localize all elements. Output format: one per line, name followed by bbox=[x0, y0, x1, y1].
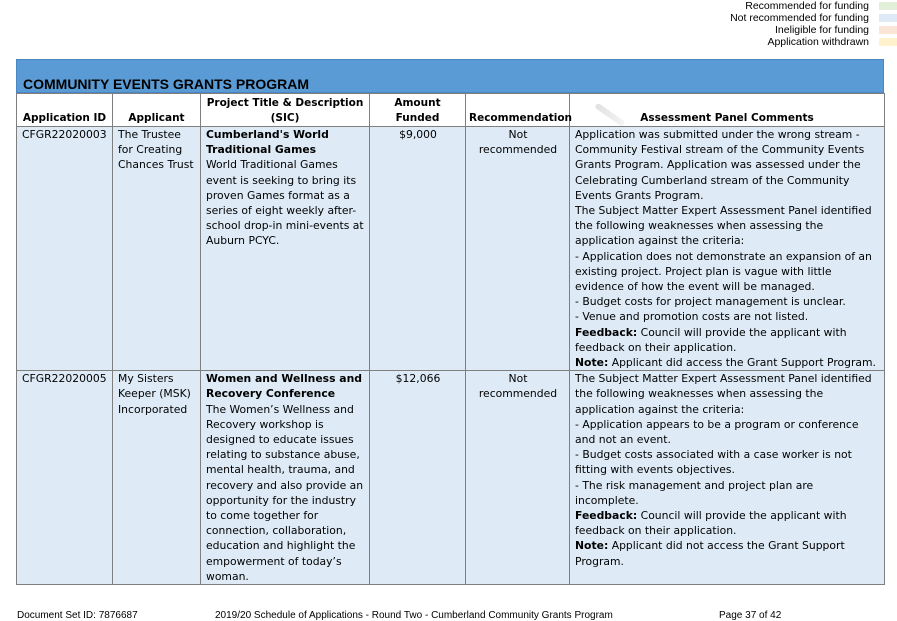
applicant-cell: My Sisters Keeper (MSK) Incorporated bbox=[113, 371, 201, 585]
project-title: Cumberland's World Traditional Games bbox=[206, 128, 329, 157]
amount-cell: $12,066 bbox=[370, 371, 466, 585]
footer-schedule-title: 2019/20 Schedule of Applications - Round Two - Cumberland Community Grants Program bbox=[215, 610, 613, 621]
comment-feedback bbox=[575, 325, 880, 355]
comment-panel: The Subject Matter Expert Assessment Panel identified the following weaknesses when assessing the application against the criteria: bbox=[575, 372, 872, 416]
comments-cell bbox=[570, 371, 885, 585]
feedback-text: Council will provide the applicant with feedback on their application. bbox=[575, 509, 847, 538]
comment-point: - The risk management and project plan are incomplete. bbox=[575, 478, 814, 507]
comment-panel: The Subject Matter Expert Assessment Panel identified the following weaknesses when assessing the application against the criteria: bbox=[575, 204, 872, 248]
project-cell bbox=[201, 127, 370, 371]
project-description: The Women’s Wellness and Recovery workshop is designed to educate issues relating to substance abuse, mental health, trauma, and recovery and also provide an opportunity for the industry to come together for connection, collaboration, education and highlight the empowerment of today’s woman. bbox=[206, 402, 364, 583]
legend-label: Ineligible for funding bbox=[775, 24, 869, 36]
column-header-project bbox=[201, 94, 370, 127]
project-title: Women and Wellness and Recovery Conference bbox=[206, 372, 362, 401]
application-id-cell: CFGR22020005 bbox=[17, 371, 113, 585]
comment-point: - Budget costs associated with a case worker is not fitting with events objectives. bbox=[575, 448, 852, 477]
legend-label: Recommended for funding bbox=[745, 0, 869, 12]
recommendation-cell: Not recommended bbox=[466, 371, 570, 585]
footer-document-id: Document Set ID: 7876687 bbox=[17, 610, 138, 621]
application-id-cell: CFGR22020003 bbox=[17, 127, 113, 371]
legend-swatch bbox=[879, 14, 897, 22]
footer-page-number: Page 37 of 42 bbox=[719, 610, 782, 621]
column-header-project-line1: Project Title & Description bbox=[206, 97, 364, 109]
feedback-text: Council will provide the applicant with feedback on their application. bbox=[575, 325, 847, 354]
note-text: Applicant did access the Grant Support Program. bbox=[608, 356, 876, 370]
note-text: Applicant did not access the Grant Support Program. bbox=[575, 539, 845, 568]
comment-intro: Application was submitted under the wrong stream - Community Festival stream of the Community Events Grants Program. Application was assessed under the Celebrating Cumberland stream of the Community Events Grants Program. bbox=[575, 128, 865, 202]
column-header-comments: Assessment Panel Comments bbox=[570, 94, 885, 127]
comment-point: - Application does not demonstrate an expansion of an existing project. Project plan is vague with little evidence of how the event will be managed. bbox=[575, 249, 872, 294]
comment-point: - Venue and promotion costs are not listed. bbox=[575, 310, 809, 324]
applicant-cell: The Trustee for Creating Chances Trust bbox=[113, 127, 201, 371]
feedback-label: Feedback: bbox=[575, 509, 638, 523]
table-header-row bbox=[17, 94, 885, 127]
note-label: Note: bbox=[575, 539, 609, 553]
table-row bbox=[17, 127, 885, 371]
legend-item-withdrawn bbox=[477, 36, 897, 48]
feedback-label: Feedback: bbox=[575, 325, 638, 339]
comment-note bbox=[575, 355, 880, 370]
table-row bbox=[17, 371, 885, 585]
comment-point: - Budget costs for project management is unclear. bbox=[575, 295, 846, 309]
comment-note bbox=[575, 538, 880, 568]
program-title: COMMUNITY EVENTS GRANTS PROGRAM bbox=[16, 59, 884, 93]
column-header-application-id: Application ID bbox=[17, 94, 113, 127]
legend-item-not-recommended bbox=[477, 12, 897, 24]
legend-swatch bbox=[879, 2, 897, 10]
legend-item-recommended bbox=[477, 0, 897, 12]
applications-table bbox=[16, 93, 885, 585]
funding-legend bbox=[477, 0, 897, 48]
legend-label: Not recommended for funding bbox=[730, 12, 869, 24]
recommendation-cell: Not recommended bbox=[466, 127, 570, 371]
comment-feedback bbox=[575, 508, 880, 538]
note-label: Note: bbox=[575, 356, 609, 370]
legend-swatch bbox=[879, 38, 897, 46]
legend-label: Application withdrawn bbox=[767, 36, 869, 48]
amount-cell: $9,000 bbox=[370, 127, 466, 371]
column-header-applicant: Applicant bbox=[113, 94, 201, 127]
comment-point: - Application appears to be a program or conference and not an event. bbox=[575, 417, 859, 447]
project-cell bbox=[201, 371, 370, 585]
legend-item-ineligible bbox=[477, 24, 897, 36]
column-header-recommendation: Recommendation bbox=[466, 94, 570, 127]
project-description: World Traditional Games event is seeking to bring its proven Games format as a series of eight weekly after-school drop-in mini-events at Auburn PCYC. bbox=[206, 158, 364, 248]
legend-swatch bbox=[879, 26, 897, 34]
column-header-project-line2: (SIC) bbox=[270, 112, 300, 124]
comments-cell bbox=[570, 127, 885, 371]
column-header-amount: Amount Funded bbox=[370, 94, 466, 127]
grants-table-section bbox=[16, 59, 884, 585]
